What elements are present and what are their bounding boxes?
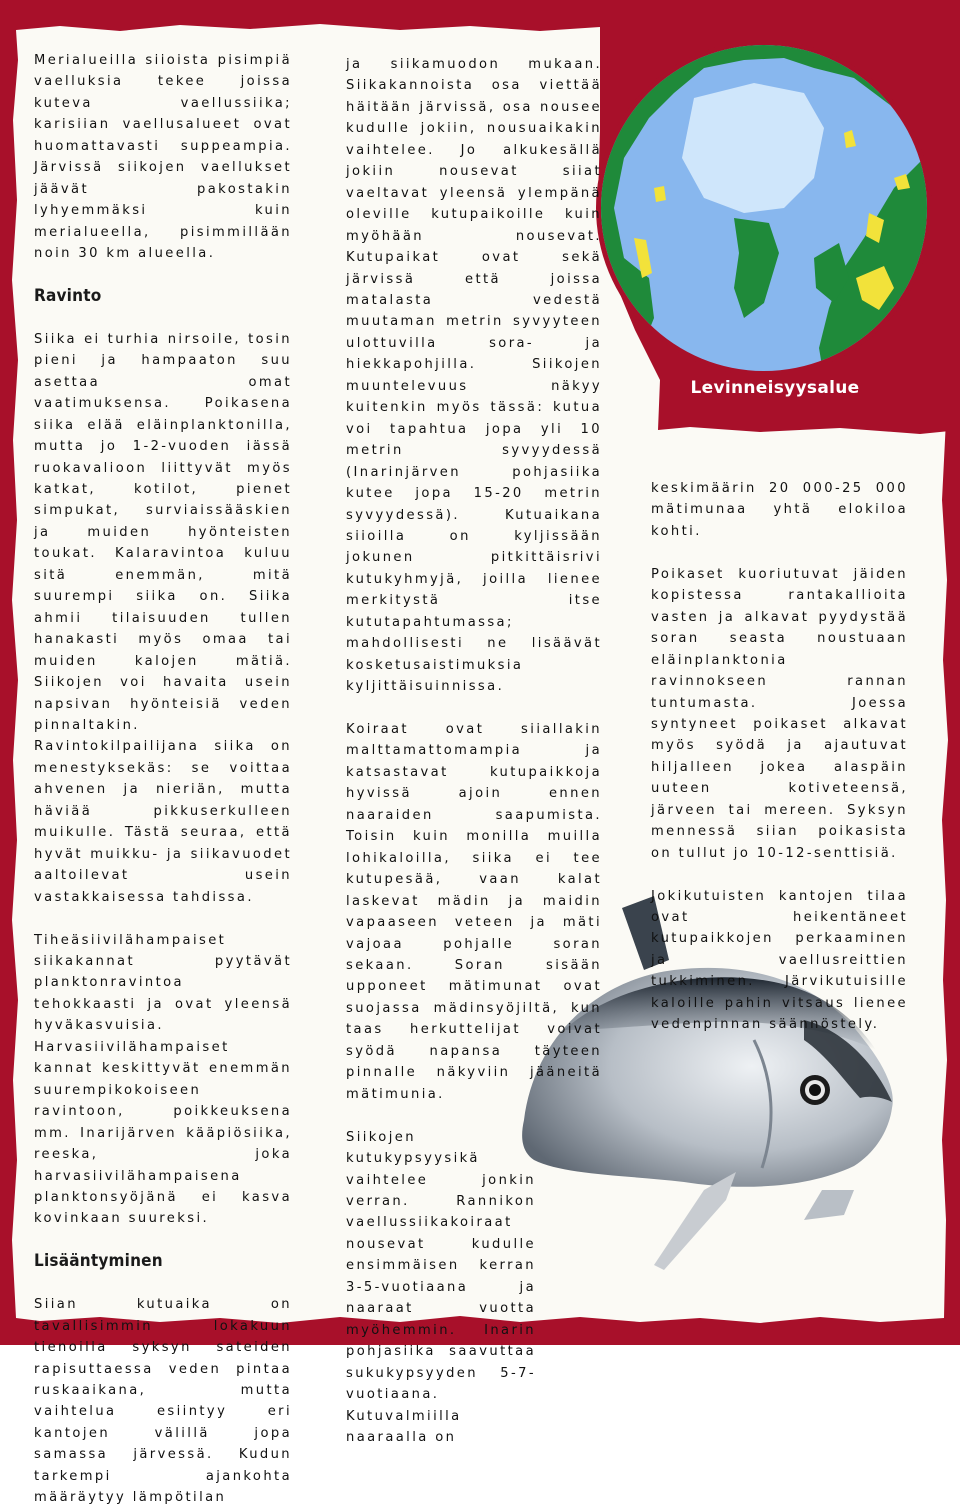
poikaset-paragraph: Poikaset kuoriutuvat jäiden kopistessa rantakallioita vasten ja alkavat pyydystää soran seasta noustuaan eläinplanktonia ravinnokseen rannan tuntumasta. Joessa syntyneet poikaset alkavat myös syödä ja ajautuvat hiljalleen jokea alaspäin uuteen kotiveteensä, järveen tai mereen. Syksyn mennessä siian poikasista on tullut jo 10-12-senttisiä. <box>651 566 908 861</box>
heading-lisaantyminen: Lisääntyminen <box>34 1251 163 1272</box>
siivilahampaat-paragraph: Tiheäsiivilähampaiset siikakannat pyytävät planktonravintoa tehokkaasti ja ovat yleensä hyväkasvuisia. Harvasiivilähampaiset kannat keskittyvät enemmän suurempikokoiseen ravintoon, poikkeuksena mm. Inarijärven kääpiösiika, reeska, joka harvasiivilähampaisena planktonsyöjänä ei kasva kovinkaan suureksi. <box>34 932 292 1227</box>
distribution-map <box>594 38 934 378</box>
kutu-paragraph: ja siikamuodon mukaan. Siikakannoista osa viettää häitään järvissä, osa nousee kudulle jokiin, nousuaikakin vaihtelee. Jo alkukesällä jokiin nousevat siiat vaeltavat yleensä ylempänä oleville kutupaikoille kuin myöhään nousevat. Kutupaikat ovat sekä järvissä että joissa matalasta vedestä muutaman metrin syvyyteen ulottuvilla sora- ja hiekkapohjilla. Siikojen muuntelevuus näkyy kuitenkin myös tässä: kutua voi tapahtua jopa yli 10 metrin syvyydessä (Inarinjärven pohjasiika kutee jopa 15-20 metrin syvyydessä). Kutuaikana siioilla on kyljissään jokunen pitkittäisrivi kutukyhmyjä, joilla lienee merkitystä itse kututapahtumassa; mahdollisesti ne lisäävät kosketusaistimuksia kyljittäisuinnissa. <box>346 57 602 695</box>
koiraat-paragraph: Koiraat ovat siiallakin malttamattomampia ja katsastavat kutupaikkoja hyvissä ajoin ennen naaraiden saapumista. Toisin kuin monilla muilla lohikaloilla, siika ei tee kutupesää, vaan kalat laskevat mädin ja maidin vapaaseen veteen ja mäti vajoaa pohjalle soran sekaan. Soran sisään upponeet mätimunat ovat suojassa mädinsyöjiltä, kun taas herkuttelijat voivat syödä napansa täyteen pinnalle näkyviin jääneitä mätimunia. <box>346 722 602 1102</box>
lisaantyminen-paragraph: Siian kutuaika on tavallisimmin lokakuun tienoilla syksyn sateiden rapisuttaessa veden pintaa ruskaaikana, mutta vaihtelua esiintyy eri kantojen välillä jopa samassa järvessä. Kudun tarkempi ajankohta määräytyy lämpötilan <box>34 1297 292 1506</box>
intro-paragraph: Merialueilla siioista pisimpiä vaelluksia tekee joissa kuteva vaellussiika; karisiian vaellusalueet ovat huomattavasti suppeampia. Järvissä siikojen vaellukset jäävät pakostakin lyhyemmäksi kuin merialueella, pisimmillään noin 30 km alueella. <box>34 53 292 262</box>
ravinto-paragraph: Siika ei turhia nirsoile, tosin pieni ja hampaaton suu asettaa omat vaatimuksensa. Poikasena siika elää eläinplanktonilla, mutta jo 1-2-vuoden iässä ruokavalioon liittyvät myös katkat, kotilot, pienet simpukat, surviaissääskien ja muiden hyönteisten toukat. Kalaravintoa kuluu sitä enemmän, mitä suurempi siika on. Siika ahmii tilaisuuden tullen hanakasti myös omaa tai muiden kalojen mätiä. Siikojen voi havaita usein napsivan hyönteisiä veden pinnaltakin. Ravintokilpailijana siika on menestyksekäs: se voittaa ahvenen ja nieriän, mutta häviää pikkuserkulleen muikulle. Tästä seuraa, että hyvät muikku- ja siikavuodet aaltoilevat usein vastakkaisessa tahdissa. <box>34 331 292 905</box>
kutukypsyys-paragraph: Siikojen kutukypsyysikä vaihtelee jonkin verran. Rannikon vaellussiikakoiraat nousevat kudulle ensimmäisen kerran 3-5-vuotiaana ja naaraat vuotta myöhemmin. Inarin pohjasiika saavuttaa sukukypsyyden 5-7-vuotiaana. Kutuvalmiilla naaraalla on <box>346 1129 536 1445</box>
column-left <box>34 50 292 1509</box>
column-middle <box>346 54 602 1448</box>
jokikutuiset-paragraph: Jokikutuisten kantojen tilaa ovat heikentäneet kutupaikkojen perkaaminen ja vaellusreittien tukkiminen. Järvikutuisille kaloille pahin vitsaus lienee vedenpinnan säännöstely. <box>651 888 908 1033</box>
column-right <box>651 478 908 1036</box>
heading-ravinto: Ravinto <box>34 285 102 306</box>
map-title: Levinneisyysalue <box>690 378 860 398</box>
matimunat-paragraph: keskimäärin 20 000-25 000 mätimunaa yhtä elokiloa kohti. <box>651 481 908 539</box>
